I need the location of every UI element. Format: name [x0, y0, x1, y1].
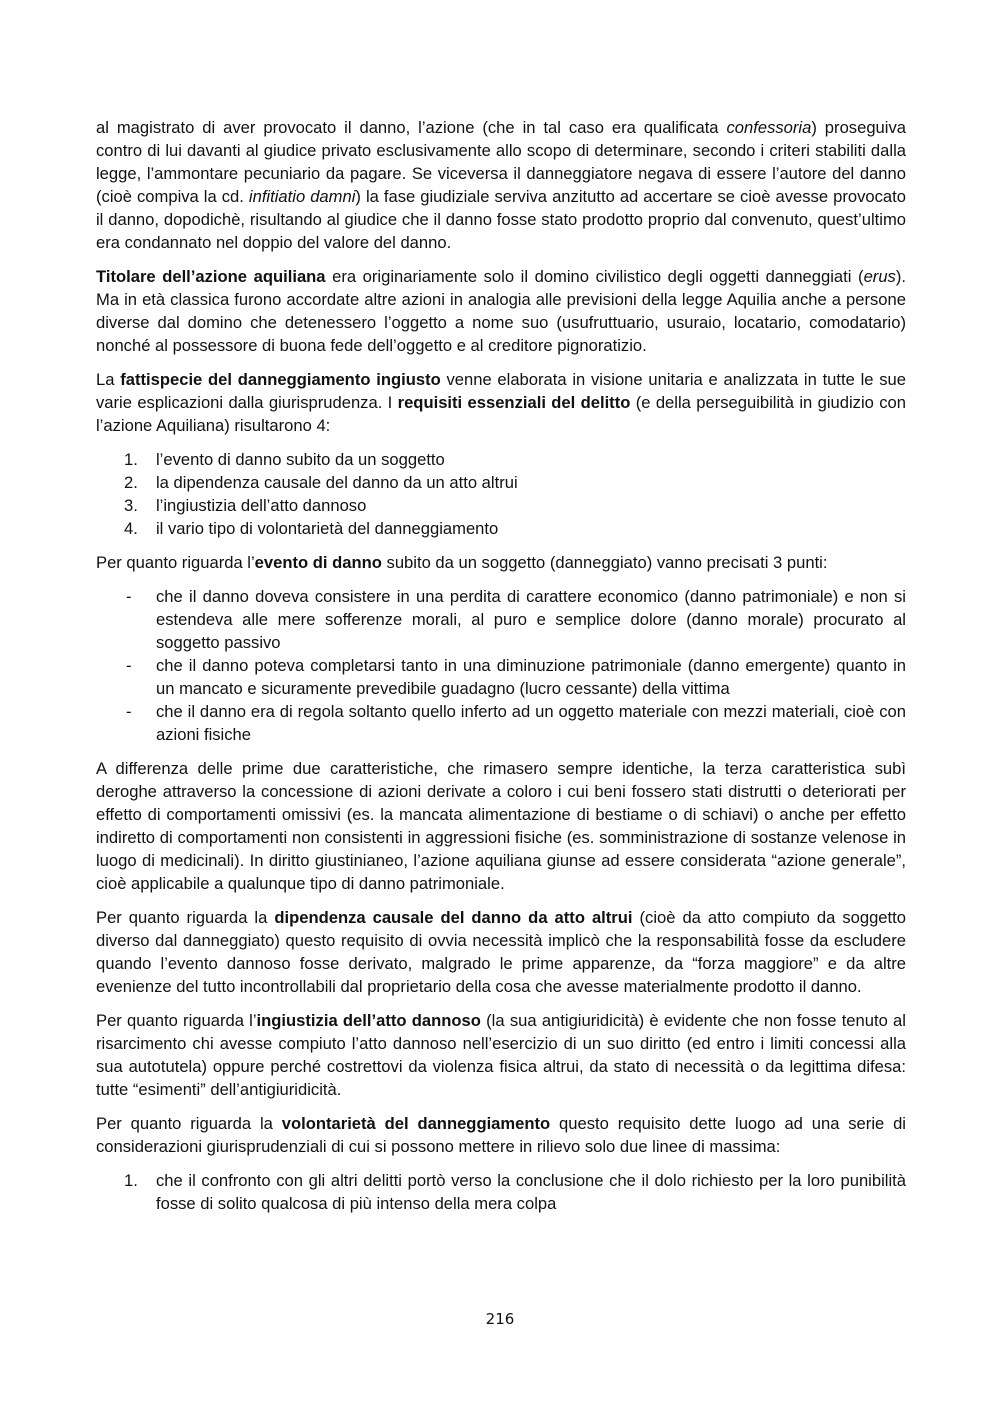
text-run: venne elaborata in visione unitaria e analizzata in tutte le sue varie esplicazioni dalla giurisprudenza. I	[96, 370, 906, 412]
italic-term: confessoria	[726, 118, 812, 137]
list-item-text: l’evento di danno subito da un soggetto	[156, 450, 445, 469]
text-run: Per quanto riguarda l’	[96, 1011, 257, 1030]
text-run: (la sua antigiuridicità) è evidente che non fosse tenuto al risarcimento chi avesse compiuto l’atto dannoso nell’esercizio di un suo diritto (ed entro i limiti concessi alla sua autotutela) oppure perché costrettovi da violenza fisica altrui, da stato di necessità o da legittima difesa: tutte “esimenti” dell’antigiuridicità.	[96, 1011, 906, 1099]
bold-term: volontarietà del danneggiamento	[281, 1114, 551, 1133]
list-item	[96, 700, 906, 746]
text-run: era originariamente solo il domino civilistico degli oggetti danneggiati (	[325, 267, 864, 286]
list-item	[96, 654, 906, 700]
paragraph-procedure	[96, 116, 906, 254]
text-run: A differenza delle prime due caratteristiche, che rimasero sempre identiche, la terza caratteristica subì deroghe attraverso la concessione di azioni derivate a coloro i cui beni fossero stati distrutti o deteriorati per effetto di comportamenti omissivi (es. la mancata alimentazione di bestiame o di schiavi) o anche per effetto indiretto di comportamenti non consistenti in aggressioni fisiche (es. somministrazione di sostanze velenose in luogo di medicinali). In diritto giustinianeo, l’azione aquiliana giunse ad essere considerata “azione generale”, cioè applicabile a qualunque tipo di danno patrimoniale.	[96, 759, 906, 893]
text-run: (cioè da atto compiuto da soggetto diverso dal danneggiato) questo requisito di ovvia necessità implicò che la responsabilità fosse da escludere quando l’evento dannoso fosse derivato, malgrado le prime apparenze, da “forza maggiore” e da altre evenienze del tutto incontrollabili dal proprietario della cosa che avesse materialmente prodotto il danno.	[96, 908, 906, 996]
paragraph-evento-danno	[96, 551, 906, 574]
list-number: 1.	[124, 450, 138, 469]
bold-term: evento di danno	[254, 553, 382, 572]
list-number: 3.	[124, 496, 138, 515]
text-run: subito da un soggetto (danneggiato) vanno precisati 3 punti:	[381, 553, 828, 572]
bold-term: fattispecie del danneggiamento ingiusto	[120, 370, 441, 389]
paragraph-ingiustizia	[96, 1009, 906, 1101]
text-run: ). Ma in età classica furono accordate altre azioni in analogia alle previsioni della legge Aquilia anche a persone diverse dal domino che detenessero l’oggetto a nome suo (usufruttuario, usuraio, locatario, comodatario) nonché al possessore di buona fede dell’oggetto e al creditore pignoratizio.	[96, 267, 906, 355]
list-item-text: che il danno poteva completarsi tanto in una diminuzione patrimoniale (danno emergente) quanto in un mancato e sicuramente prevedibile guadagno (lucro cessante) della vittima	[156, 656, 906, 698]
italic-term: erus	[863, 267, 896, 286]
page-body	[96, 116, 906, 1226]
evento-danno-list	[96, 585, 906, 746]
requisiti-list	[96, 448, 906, 540]
paragraph-volontarieta	[96, 1112, 906, 1158]
list-item	[96, 471, 906, 494]
list-number: 4.	[124, 519, 138, 538]
dash-marker: -	[126, 702, 132, 721]
bold-term: dipendenza causale del danno da atto altrui	[274, 908, 633, 927]
text-run: (e della perseguibilità in giudizio con l’azione Aquiliana) risultarono 4:	[96, 393, 906, 435]
text-run: Per quanto riguarda l’	[96, 553, 255, 572]
paragraph-titolare	[96, 265, 906, 357]
text-run: ) proseguiva contro di lui davanti al giudice privato esclusivamente allo scopo di determinare, secondo i criteri stabiliti dalla legge, l’ammontare pecuniario da pagare. Se viceversa il danneggiatore negava di essere l’autore del danno (cioè compiva la cd.	[96, 118, 906, 206]
list-item	[96, 448, 906, 471]
list-item-text: che il danno doveva consistere in una perdita di carattere economico (danno patrimoniale) e non si estendeva alle mere sofferenze morali, al puro e semplice dolore (danno morale) procurato al soggetto passivo	[156, 587, 906, 652]
paragraph-fattispecie	[96, 368, 906, 437]
italic-term: infitiatio damni	[248, 187, 356, 206]
list-item-text: l’ingiustizia dell’atto dannoso	[156, 496, 367, 515]
volontarieta-list	[96, 1169, 906, 1215]
text-run: al magistrato di aver provocato il danno, l’azione (che in tal caso era qualificata	[96, 118, 727, 137]
dash-marker: -	[126, 587, 132, 606]
text-run: questo requisito dette luogo ad una serie di considerazioni giurisprudenziali di cui si possono mettere in rilievo solo due linee di massima:	[96, 1114, 906, 1156]
list-item	[96, 585, 906, 654]
bold-term: Titolare dell’azione aquiliana	[96, 267, 326, 286]
dash-marker: -	[126, 656, 132, 675]
text-run: Per quanto riguarda la	[96, 908, 275, 927]
list-item-text: che il confronto con gli altri delitti portò verso la conclusione che il dolo richiesto per la loro punibilità fosse di solito qualcosa di più intenso della mera colpa	[156, 1171, 906, 1213]
list-item	[96, 1169, 906, 1215]
list-number: 2.	[124, 473, 138, 492]
list-item	[96, 517, 906, 540]
list-item-text: il vario tipo di volontarietà del danneggiamento	[156, 519, 499, 538]
text-run: La	[96, 370, 121, 389]
paragraph-dipendenza-causale	[96, 906, 906, 998]
list-item-text: la dipendenza causale del danno da un atto altrui	[156, 473, 518, 492]
list-item-text: che il danno era di regola soltanto quello inferto ad un oggetto materiale con mezzi materiali, cioè con azioni fisiche	[156, 702, 906, 744]
list-number: 1.	[124, 1171, 138, 1190]
text-run: ) la fase giudiziale serviva anzitutto ad accertare se cioè avesse provocato il danno, dopodichè, risultando al giudice che il danno fosse stato prodotto proprio dal convenuto, quest’ultimo era condannato nel doppio del valore del danno.	[96, 187, 906, 252]
page-number: 216	[485, 1310, 515, 1328]
bold-term: ingiustizia dell’atto dannoso	[256, 1011, 481, 1030]
paragraph-differenza	[96, 757, 906, 895]
text-run: Per quanto riguarda la	[96, 1114, 282, 1133]
list-item	[96, 494, 906, 517]
bold-term: requisiti essenziali del delitto	[397, 393, 631, 412]
